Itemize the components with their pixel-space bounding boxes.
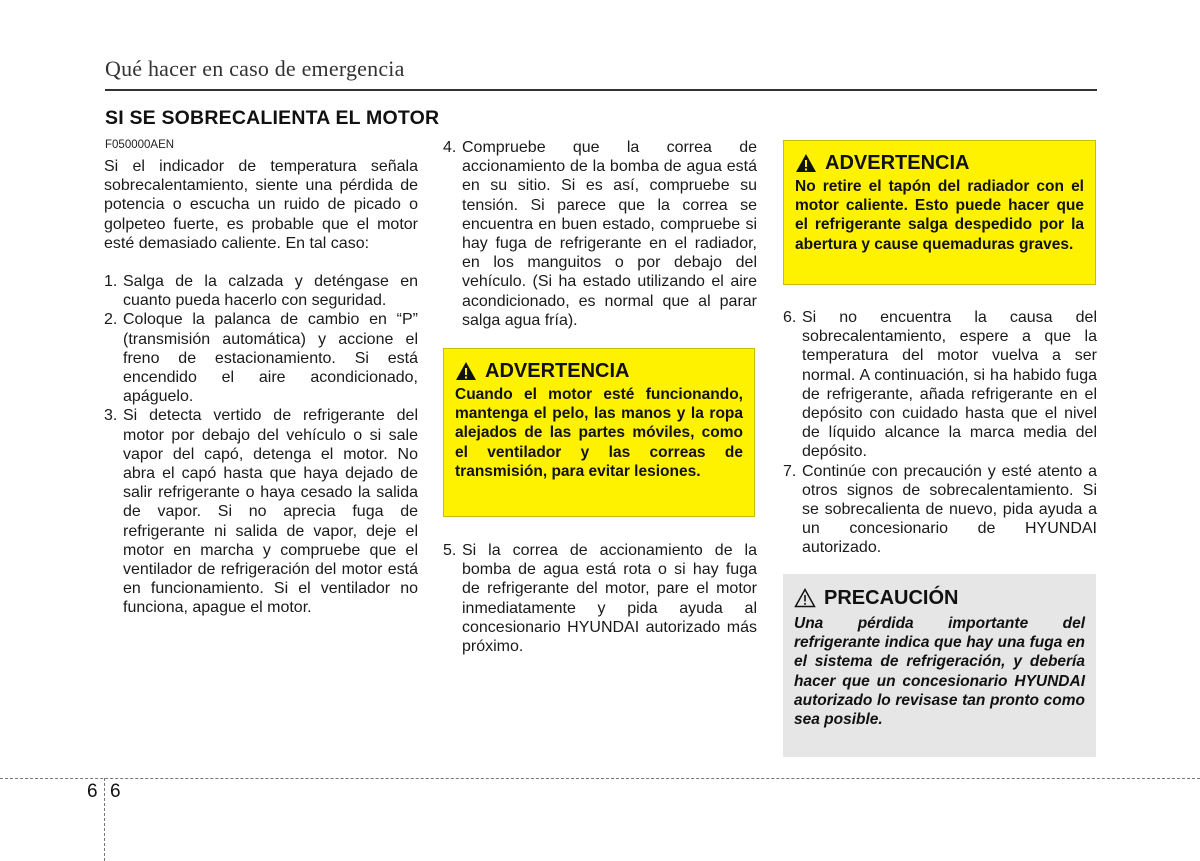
warning-label: ADVERTENCIA [825,151,970,174]
footer-dashed-divider [104,778,105,861]
warning-text: No retire el tapón del radiador con el motor caliente. Esto puede hacer que el refrigerante salga despedido por la abertura y cause quemaduras graves. [795,178,1084,253]
column-middle [443,138,757,330]
list-item-step-5 [443,541,757,656]
section-title: SI SE SOBRECALIENTA EL MOTOR [105,107,440,129]
steps-list-1-3 [104,272,418,618]
caution-label: PRECAUCIÓN [824,586,959,609]
intro-paragraph: Si el indicador de temperatura señala sobrecalentamiento, siente una pérdida de potencia o escucha un ruido de picado o golpeteo fuerte, es probable que el motor esté demasiado caliente. En tal caso: [104,158,418,252]
document-code: F050000AEN [105,139,175,151]
step-number: 3. [104,407,118,425]
chapter-title: Qué hacer en caso de emergencia [105,56,405,81]
page-chapter-number: 6 [87,781,98,802]
step-text: Salga de la calzada y deténgase en cuanto pueda hacerlo con seguridad. [123,273,418,310]
list-item-step-6 [783,308,1097,462]
list-item-step-4 [443,138,757,330]
list-item-step-1 [104,272,418,310]
step-number: 5. [443,542,457,559]
list-item-step-2 [104,310,418,406]
step-number: 6. [783,309,797,326]
step-text: Si detecta vertido de refrigerante del motor por debajo del vehículo o si sale vapor del capó, detenga el motor. No abra el capó hasta que haya dejado de salir refrigerante o haya cesado la salida de vapor. Si no aprecia fuga de refrigerante ni salida de vapor, deje el motor en marcha y compruebe que el ventilador de refrigeración del motor está en funcionamiento. Si el ventilador no funciona, apague el motor. [123,407,418,617]
step-number: 1. [104,273,118,291]
warning-box-radiator [783,140,1096,285]
warning-triangle-icon [455,361,477,381]
step-number: 2. [104,311,118,329]
list-item-step-3 [104,406,418,617]
page-number: 6 [110,781,121,802]
column-left [104,157,418,618]
step-text: Continúe con precaución y esté atento a otros signos de sobrecalentamiento. Si se sobrecalienta de nuevo, pida ayuda a un concesionario de HYUNDAI autorizado. [802,462,1097,557]
step-text: Si no encuentra la causa del sobrecalentamiento, espere a que la temperatura del motor vuelva a ser normal. A continuación, si ha habido fuga de refrigerante, añada refrigerante en el depósito con cuidado hasta que el nivel de líquido alcance la marca media del depósito. [802,309,1097,461]
caution-text: Una pérdida importante del refrigerante indica que hay una fuga en el sistema de refrigeración, y debería hacer que un concesionario HYUNDAI autorizado lo revisase tan pronto como sea posible. [794,615,1085,729]
footer-dashed-rule [0,778,1200,779]
column-right [783,308,1097,558]
warning-box-fan [443,348,755,517]
step-number: 7. [783,462,797,480]
chapter-title-rule [105,89,1097,91]
step-text: Compruebe que la correa de accionamiento de la bomba de agua está en su sitio. Si es así, compruebe su tensión. Si parece que la correa se encuentra en buen estado, compruebe si hay fuga de refrigerante en el radiador, en los manguitos o por debajo del vehículo. (Si ha estado utilizando el aire acondicionado, es normal que al parar salga agua fría). [462,139,757,329]
warning-text: Cuando el motor esté funcionando, mantenga el pelo, las manos y la ropa alejados de las partes móviles, como el ventilador y las correas de transmisión, para evitar lesiones. [455,386,743,480]
step-text: Coloque la palanca de cambio en “P” (transmisión automática) y accione el freno de estacionamiento. Si está encendido el aire acondicionado, apáguelo. [123,311,418,406]
warning-triangle-icon [795,153,817,173]
column-middle-lower [443,541,757,656]
list-item-step-7 [783,462,1097,558]
warning-label: ADVERTENCIA [485,359,630,382]
step-number: 4. [443,139,457,156]
step-text: Si la correa de accionamiento de la bomba de agua está rota o si hay fuga de refrigerante del motor, pare el motor inmediatamente y pida ayuda al concesionario HYUNDAI autorizado más próximo. [462,542,757,656]
caution-triangle-icon [794,588,816,608]
caution-box [783,574,1096,757]
